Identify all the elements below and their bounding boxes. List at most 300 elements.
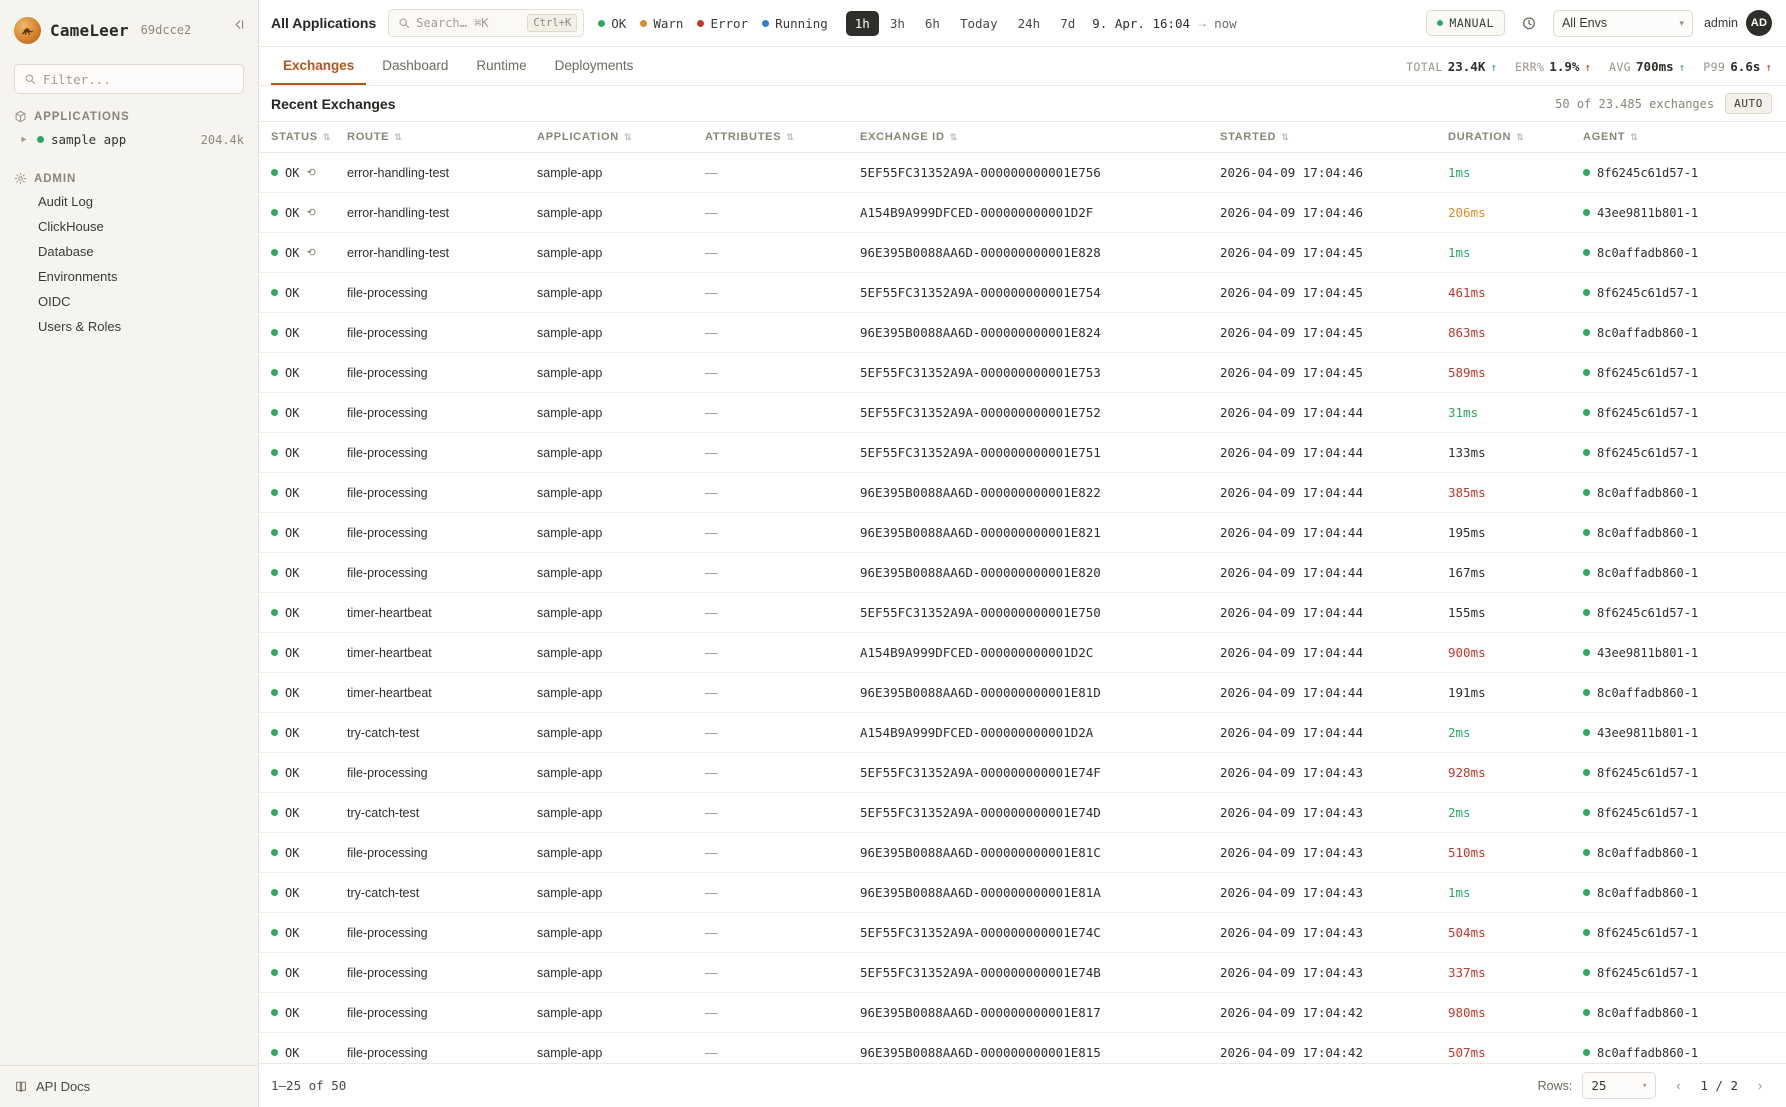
column-header-exchange-id-label: EXCHANGE ID: [860, 131, 945, 143]
cell-route: file-processing: [347, 553, 537, 593]
arrow-right-icon: →: [1196, 16, 1209, 30]
agent-label: 8f6245c61d57-1: [1597, 285, 1699, 300]
tab-runtime[interactable]: Runtime: [476, 57, 527, 73]
table-row[interactable]: [259, 913, 1786, 953]
status-dot: [271, 729, 278, 736]
application-scope-label[interactable]: All Applications: [271, 15, 377, 31]
refresh-clock-icon[interactable]: [1516, 10, 1542, 36]
cell-exchange-id: 96E395B0088AA6D-000000000001E817: [860, 993, 1220, 1033]
cell-route: try-catch-test: [347, 873, 537, 913]
cell-route: file-processing: [347, 833, 537, 873]
environment-select-value: All Envs: [1561, 16, 1608, 30]
gear-icon: [14, 172, 27, 185]
cell-exchange-id: 5EF55FC31352A9A-000000000001E753: [860, 353, 1220, 393]
table-row[interactable]: [259, 433, 1786, 473]
status-dot: [271, 209, 278, 216]
severity-filter-running-label: Running: [775, 15, 828, 31]
cell-attributes: —: [705, 193, 860, 233]
cell-status: [259, 233, 347, 273]
cell-attributes: —: [705, 593, 860, 633]
status-dot: [271, 769, 278, 776]
cell-attributes: —: [705, 913, 860, 953]
cell-attributes: —: [705, 833, 860, 873]
cell-status: [259, 473, 347, 513]
agent-status-dot: [1583, 169, 1590, 176]
cell-exchange-id: 96E395B0088AA6D-000000000001E815: [860, 1033, 1220, 1064]
retry-icon: ⟲: [306, 246, 316, 259]
cell-application: sample-app: [537, 913, 705, 953]
agent-label: 8f6245c61d57-1: [1597, 805, 1699, 820]
cell-agent: [1583, 393, 1786, 433]
agent-status-dot: [1583, 609, 1590, 616]
cell-route: file-processing: [347, 953, 537, 993]
agent-label: 8f6245c61d57-1: [1597, 605, 1699, 620]
cell-route: file-processing: [347, 433, 537, 473]
rows-per-page-label: Rows:: [1537, 1078, 1573, 1093]
cell-application: sample-app: [537, 393, 705, 433]
cell-exchange-id: 5EF55FC31352A9A-000000000001E74F: [860, 753, 1220, 793]
kpi-p99-latency-value: 6.6s: [1730, 58, 1761, 74]
status-dot: [271, 969, 278, 976]
status-label: OK: [285, 485, 300, 500]
cell-attributes: —: [705, 953, 860, 993]
cell-attributes: —: [705, 633, 860, 673]
table-row[interactable]: [259, 673, 1786, 713]
rows-per-page-value: 25: [1591, 1078, 1607, 1093]
cell-attributes: —: [705, 153, 860, 193]
environment-select[interactable]: [1553, 10, 1693, 37]
cell-duration: 510ms: [1448, 833, 1583, 873]
time-range-7d[interactable]: 7d: [1060, 15, 1076, 31]
agent-label: 8f6245c61d57-1: [1597, 445, 1699, 460]
package-icon: [14, 110, 27, 123]
cell-agent: [1583, 633, 1786, 673]
table-header: [259, 122, 1786, 153]
cell-attributes: —: [705, 233, 860, 273]
status-dot: [271, 529, 278, 536]
agent-label: 43ee9811b801-1: [1597, 725, 1699, 740]
time-range-1h[interactable]: 1h: [846, 11, 879, 36]
cell-route: error-handling-test: [347, 233, 537, 273]
sidebar: [0, 0, 259, 1107]
cell-exchange-id: 5EF55FC31352A9A-000000000001E74D: [860, 793, 1220, 833]
cell-agent: [1583, 513, 1786, 553]
prev-page-button[interactable]: ‹: [1676, 1078, 1681, 1093]
cell-exchange-id: 96E395B0088AA6D-000000000001E81D: [860, 673, 1220, 713]
agent-status-dot: [1583, 649, 1590, 656]
table-row[interactable]: [259, 473, 1786, 513]
cell-started: 2026-04-09 17:04:44: [1220, 473, 1448, 513]
status-dot: [271, 449, 278, 456]
sidebar-item-oidc[interactable]: OIDC: [38, 294, 71, 309]
cell-exchange-id: A154B9A999DFCED-000000000001D2F: [860, 193, 1220, 233]
status-label: OK: [285, 365, 300, 380]
agent-label: 8c0affadb860-1: [1597, 565, 1699, 580]
cell-route: file-processing: [347, 273, 537, 313]
cell-status: [259, 913, 347, 953]
status-label: OK: [285, 405, 300, 420]
status-label: OK: [285, 925, 300, 940]
agent-status-dot: [1583, 849, 1590, 856]
cell-route: file-processing: [347, 353, 537, 393]
cell-started: 2026-04-09 17:04:45: [1220, 353, 1448, 393]
cell-duration: 155ms: [1448, 593, 1583, 633]
column-header-attributes[interactable]: [705, 122, 860, 153]
section-bar-right: [1555, 93, 1772, 114]
sidebar-item-api-docs[interactable]: [0, 1065, 258, 1107]
cell-agent: [1583, 433, 1786, 473]
cell-route: file-processing: [347, 313, 537, 353]
table-footer: [259, 1063, 1786, 1107]
tab-dashboard[interactable]: Dashboard: [382, 57, 449, 73]
cell-status: [259, 1033, 347, 1064]
severity-filters: [598, 16, 828, 31]
column-header-route-label: ROUTE: [347, 131, 390, 143]
agent-label: 8c0affadb860-1: [1597, 1045, 1699, 1060]
severity-filter-error[interactable]: [697, 16, 748, 31]
severity-filter-error-label: Error: [710, 15, 749, 31]
cell-started: 2026-04-09 17:04:45: [1220, 313, 1448, 353]
table-row[interactable]: [259, 593, 1786, 633]
status-dot: [271, 289, 278, 296]
time-range-from[interactable]: 9. Apr. 16:04: [1092, 15, 1191, 31]
next-page-button[interactable]: ›: [1757, 1078, 1763, 1093]
brand[interactable]: [0, 0, 258, 60]
status-dot: [271, 809, 278, 816]
cell-application: sample-app: [537, 1033, 705, 1064]
status-label: OK: [285, 885, 300, 900]
column-header-agent[interactable]: [1583, 122, 1786, 153]
manual-refresh-toggle[interactable]: [1426, 10, 1505, 36]
severity-filter-warn[interactable]: [640, 16, 683, 31]
user-name: admin: [1703, 16, 1738, 30]
table-row[interactable]: [259, 993, 1786, 1033]
cell-route: file-processing: [347, 753, 537, 793]
column-header-status[interactable]: [259, 122, 347, 153]
cell-agent: [1583, 153, 1786, 193]
chevron-right-icon[interactable]: ▸: [21, 134, 27, 145]
agent-status-dot: [1583, 569, 1590, 576]
kpi-p99-latency-trend: ↑: [1765, 60, 1772, 74]
kpi-error-rate-label: ERR%: [1515, 59, 1545, 74]
sidebar-item-users-roles[interactable]: Users & Roles: [38, 319, 122, 334]
cell-route: file-processing: [347, 1033, 537, 1064]
sort-icon: ⇅: [322, 132, 332, 142]
agent-label: 8c0affadb860-1: [1597, 525, 1699, 540]
status-label: OK: [285, 165, 300, 180]
sort-icon: ⇅: [624, 132, 633, 142]
status-label: OK: [285, 605, 300, 620]
cell-duration: 1ms: [1448, 873, 1583, 913]
cell-started: 2026-04-09 17:04:43: [1220, 833, 1448, 873]
cell-duration: 863ms: [1448, 313, 1583, 353]
kpi-error-rate: [1515, 59, 1591, 74]
table-row[interactable]: [259, 713, 1786, 753]
cell-application: sample-app: [537, 433, 705, 473]
cell-application: sample-app: [537, 233, 705, 273]
table-row[interactable]: [259, 153, 1786, 193]
cell-route: file-processing: [347, 393, 537, 433]
sidebar-filter-input[interactable]: [14, 64, 244, 94]
agent-label: 8f6245c61d57-1: [1597, 405, 1699, 420]
tab-deployments[interactable]: Deployments: [554, 57, 634, 73]
agent-label: 8c0affadb860-1: [1597, 485, 1699, 500]
cell-exchange-id: A154B9A999DFCED-000000000001D2C: [860, 633, 1220, 673]
cell-started: 2026-04-09 17:04:42: [1220, 993, 1448, 1033]
kpi-total-label: TOTAL: [1406, 59, 1443, 74]
cell-application: sample-app: [537, 193, 705, 233]
search-input[interactable]: [388, 9, 584, 37]
column-header-exchange-id[interactable]: [860, 122, 1220, 153]
table-row[interactable]: [259, 313, 1786, 353]
sidebar-item-sample-app[interactable]: [0, 127, 258, 152]
main-area: [259, 0, 1786, 1107]
cell-route: file-processing: [347, 993, 537, 1033]
cell-duration: 133ms: [1448, 433, 1583, 473]
time-range-to[interactable]: now: [1214, 15, 1237, 31]
camel-logo-icon: [14, 17, 41, 44]
status-label: OK: [285, 1045, 300, 1060]
time-range-3h[interactable]: 3h: [889, 15, 905, 31]
agent-status-dot: [1583, 769, 1590, 776]
time-range-today[interactable]: Today: [959, 15, 998, 31]
kpi-avg-latency-value: 700ms: [1636, 58, 1674, 74]
status-dot: [271, 1009, 278, 1016]
rows-per-page-select[interactable]: [1582, 1072, 1656, 1099]
cell-route: error-handling-test: [347, 193, 537, 233]
section-bar: [259, 86, 1786, 121]
column-header-started[interactable]: [1220, 122, 1448, 153]
column-header-status-label: STATUS: [271, 131, 318, 143]
agent-status-dot: [1583, 289, 1590, 296]
top-bar: [259, 0, 1786, 47]
cell-status: [259, 673, 347, 713]
status-dot: [271, 489, 278, 496]
severity-filter-ok[interactable]: [598, 16, 626, 31]
cell-agent: [1583, 233, 1786, 273]
cell-status: [259, 393, 347, 433]
cell-application: sample-app: [537, 273, 705, 313]
cell-application: sample-app: [537, 593, 705, 633]
time-range-24h[interactable]: 24h: [1017, 15, 1041, 31]
sidebar-filter-wrap: [0, 60, 258, 104]
sidebar-section-applications-label: APPLICATIONS: [34, 110, 130, 123]
top-bar-right: [1426, 10, 1772, 37]
cell-application: sample-app: [537, 553, 705, 593]
exchanges-table-wrap: [259, 121, 1786, 1063]
sidebar-item-label: sample app: [51, 132, 127, 147]
pagination-controls: [1538, 1072, 1772, 1099]
agent-label: 8c0affadb860-1: [1597, 1005, 1699, 1020]
agent-status-dot: [1583, 449, 1590, 456]
table-row[interactable]: [259, 753, 1786, 793]
cell-agent: [1583, 353, 1786, 393]
user-menu[interactable]: [1704, 10, 1772, 36]
status-dot: [271, 689, 278, 696]
table-row[interactable]: [259, 833, 1786, 873]
cell-application: sample-app: [537, 873, 705, 913]
table-body: [259, 153, 1786, 1064]
column-header-agent-label: AGENT: [1583, 131, 1626, 143]
status-dot: [271, 169, 278, 176]
collapse-panel-icon[interactable]: [228, 14, 248, 34]
cell-duration: 2ms: [1448, 793, 1583, 833]
status-label: OK: [285, 805, 300, 820]
table-row[interactable]: [259, 793, 1786, 833]
cell-attributes: —: [705, 873, 860, 913]
cell-duration: 337ms: [1448, 953, 1583, 993]
table-row[interactable]: [259, 633, 1786, 673]
tab-exchanges[interactable]: Exchanges: [271, 47, 366, 85]
tabs-bar: [259, 47, 1786, 86]
agent-status-dot: [1583, 889, 1590, 896]
cell-application: sample-app: [537, 153, 705, 193]
table-row[interactable]: [259, 1033, 1786, 1064]
status-label: OK: [285, 325, 300, 340]
time-range-6h[interactable]: 6h: [924, 15, 940, 31]
cell-duration: 507ms: [1448, 1033, 1583, 1064]
kpi-total-trend: ↑: [1490, 60, 1497, 74]
cell-attributes: —: [705, 713, 860, 753]
sidebar-item-database[interactable]: Database: [38, 244, 94, 259]
table-row[interactable]: [259, 873, 1786, 913]
cell-agent: [1583, 553, 1786, 593]
cell-status: [259, 873, 347, 913]
table-row[interactable]: [259, 233, 1786, 273]
sidebar-item-environments[interactable]: Environments: [38, 269, 118, 284]
cell-application: sample-app: [537, 713, 705, 753]
cell-status: [259, 833, 347, 873]
sidebar-section-applications: [0, 104, 258, 127]
sort-icon: ⇅: [786, 132, 795, 142]
cell-application: sample-app: [537, 833, 705, 873]
agent-label: 8c0affadb860-1: [1597, 685, 1699, 700]
agent-label: 43ee9811b801-1: [1597, 205, 1699, 220]
sidebar-item-count: 204.4k: [200, 132, 244, 147]
page-title: Recent Exchanges: [271, 95, 396, 112]
agent-label: 43ee9811b801-1: [1597, 645, 1699, 660]
status-dot: [271, 929, 278, 936]
column-header-route[interactable]: [347, 122, 537, 153]
kpi-avg-latency: [1609, 59, 1685, 74]
kpi-total: [1406, 59, 1497, 74]
agent-label: 8f6245c61d57-1: [1597, 925, 1699, 940]
cell-agent: [1583, 273, 1786, 313]
agent-status-dot: [1583, 689, 1590, 696]
agent-label: 8c0affadb860-1: [1597, 325, 1699, 340]
search-icon: [398, 17, 410, 29]
cell-agent: [1583, 473, 1786, 513]
cell-attributes: —: [705, 793, 860, 833]
cell-exchange-id: 5EF55FC31352A9A-000000000001E752: [860, 393, 1220, 433]
agent-status-dot: [1583, 809, 1590, 816]
kpi-error-rate-trend: ↑: [1584, 60, 1592, 74]
kpi-p99-latency-label: P99: [1703, 59, 1726, 74]
agent-label: 8f6245c61d57-1: [1597, 165, 1699, 180]
sort-icon: ⇅: [394, 132, 403, 142]
cell-application: sample-app: [537, 473, 705, 513]
agent-status-dot: [1583, 329, 1590, 336]
exchanges-table: [259, 122, 1786, 1063]
auto-refresh-toggle[interactable]: AUTO: [1725, 93, 1772, 114]
avatar: AD: [1746, 10, 1772, 36]
sidebar-section-admin: [0, 166, 258, 189]
cell-route: file-processing: [347, 913, 537, 953]
status-label: OK: [285, 445, 300, 460]
cell-application: sample-app: [537, 353, 705, 393]
table-row[interactable]: [259, 953, 1786, 993]
column-header-duration[interactable]: [1448, 122, 1583, 153]
table-row[interactable]: [259, 353, 1786, 393]
status-label: OK: [285, 765, 300, 780]
severity-filter-running[interactable]: [762, 16, 828, 31]
severity-filter-warn-label: Warn: [653, 15, 684, 31]
agent-label: 8f6245c61d57-1: [1597, 965, 1699, 980]
cell-exchange-id: 5EF55FC31352A9A-000000000001E751: [860, 433, 1220, 473]
retry-icon: ⟲: [306, 206, 316, 219]
cell-duration: 1ms: [1448, 153, 1583, 193]
status-dot: [37, 136, 44, 143]
status-dot: [271, 649, 278, 656]
cell-route: file-processing: [347, 473, 537, 513]
agent-status-dot: [1583, 529, 1590, 536]
cell-started: 2026-04-09 17:04:44: [1220, 513, 1448, 553]
status-label: OK: [285, 725, 300, 740]
cell-route: file-processing: [347, 513, 537, 553]
search-shortcut-badge: Ctrl+K: [527, 14, 577, 32]
cell-application: sample-app: [537, 953, 705, 993]
sort-icon: ⇅: [1281, 132, 1290, 142]
table-row[interactable]: [259, 273, 1786, 313]
cell-exchange-id: 96E395B0088AA6D-000000000001E81A: [860, 873, 1220, 913]
agent-status-dot: [1583, 369, 1590, 376]
sidebar-item-api-docs-label: API Docs: [36, 1079, 91, 1094]
cell-attributes: —: [705, 673, 860, 713]
cell-status: [259, 193, 347, 233]
agent-status-dot: [1583, 409, 1590, 416]
cell-status: [259, 553, 347, 593]
sidebar-item-clickhouse[interactable]: ClickHouse: [38, 219, 104, 234]
cell-status: [259, 153, 347, 193]
cell-duration: 385ms: [1448, 473, 1583, 513]
table-row[interactable]: [259, 553, 1786, 593]
table-row[interactable]: [259, 513, 1786, 553]
status-dot: [271, 409, 278, 416]
cell-agent: [1583, 713, 1786, 753]
status-label: OK: [285, 1005, 300, 1020]
book-icon: [14, 1080, 28, 1094]
sidebar-item-audit-log[interactable]: Audit Log: [38, 194, 93, 209]
column-header-application[interactable]: [537, 122, 705, 153]
table-row[interactable]: [259, 193, 1786, 233]
status-dot: [271, 889, 278, 896]
cell-exchange-id: 5EF55FC31352A9A-000000000001E754: [860, 273, 1220, 313]
cell-exchange-id: 96E395B0088AA6D-000000000001E820: [860, 553, 1220, 593]
status-label: OK: [285, 565, 300, 580]
cell-started: 2026-04-09 17:04:44: [1220, 433, 1448, 473]
brand-name: CameLeer: [50, 20, 129, 40]
cell-route: error-handling-test: [347, 153, 537, 193]
cell-attributes: —: [705, 393, 860, 433]
status-label: OK: [285, 205, 300, 220]
cell-application: sample-app: [537, 673, 705, 713]
agent-label: 8f6245c61d57-1: [1597, 365, 1699, 380]
table-row[interactable]: [259, 393, 1786, 433]
cell-started: 2026-04-09 17:04:43: [1220, 953, 1448, 993]
agent-label: 8c0affadb860-1: [1597, 845, 1699, 860]
cell-exchange-id: 5EF55FC31352A9A-000000000001E74C: [860, 913, 1220, 953]
cell-exchange-id: A154B9A999DFCED-000000000001D2A: [860, 713, 1220, 753]
